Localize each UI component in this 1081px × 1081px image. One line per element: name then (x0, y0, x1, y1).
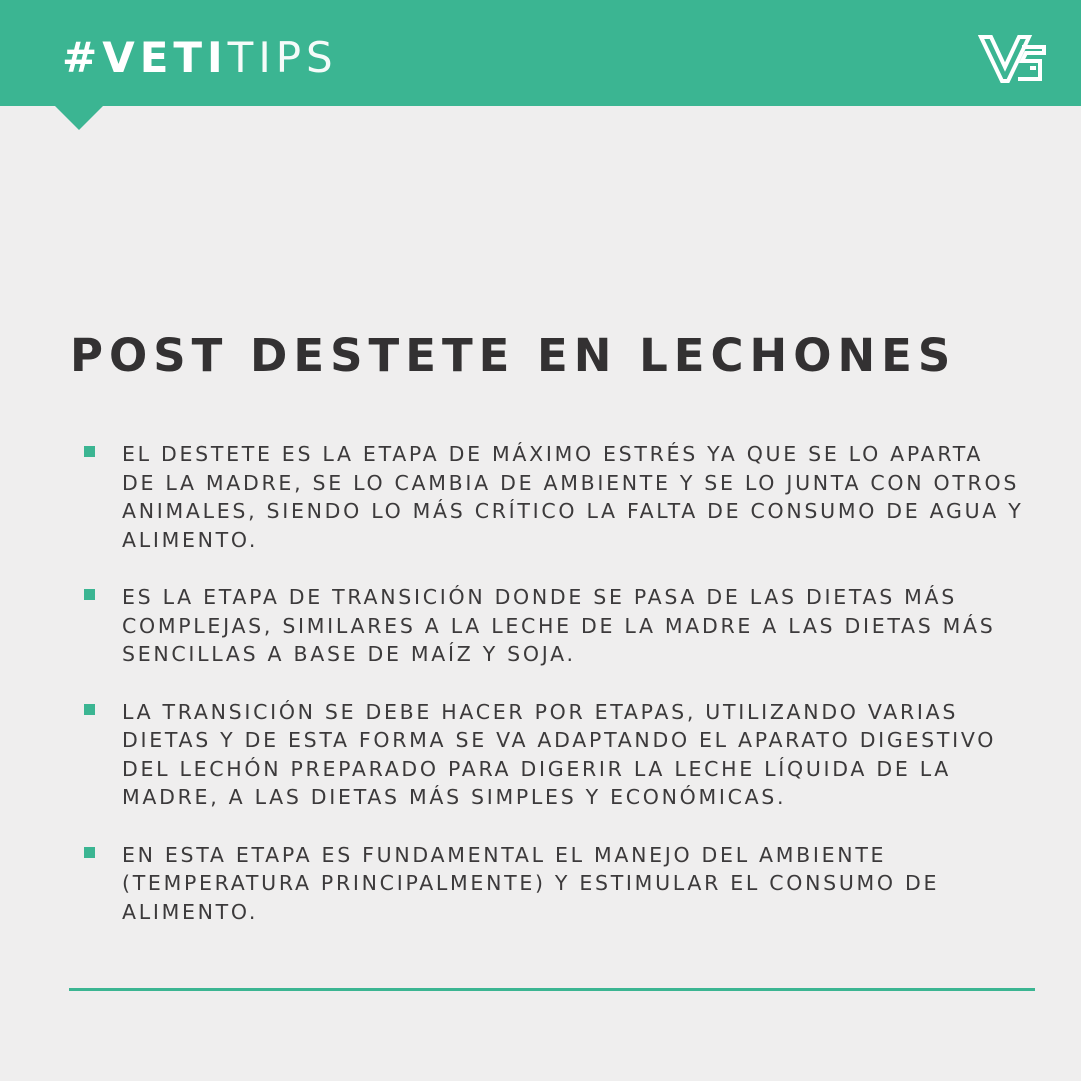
vg-logo-icon (978, 33, 1048, 85)
square-bullet-icon (84, 589, 95, 600)
square-bullet-icon (84, 847, 95, 858)
header-pointer (54, 105, 104, 130)
square-bullet-icon (84, 446, 95, 457)
list-item (84, 841, 1034, 927)
page-title: POST DESTETE EN LECHONES (70, 329, 957, 382)
square-bullet-icon (84, 704, 95, 715)
bullet-text: EN ESTA ETAPA ES FUNDAMENTAL EL MANEJO DEL AMBIENTE (TEMPERATURA PRINCIPALMENTE) Y ESTIMULAR EL CONSUMO DE ALIMENTO. (122, 842, 940, 924)
list-item (84, 698, 1034, 812)
bottom-divider (69, 988, 1035, 991)
bullet-text: ES LA ETAPA DE TRANSICIÓN DONDE SE PASA DE LAS DIETAS MÁS COMPLEJAS, SIMILARES A LA LECHE DE LA MADRE A LAS DIETAS MÁS SENCILLAS A BASE DE MAÍZ Y SOJA. (122, 585, 996, 666)
header-band (0, 0, 1081, 106)
hashtag-light: TIPS (227, 33, 338, 82)
bullet-text: EL DESTETE ES LA ETAPA DE MÁXIMO ESTRÉS YA QUE SE LO APARTA DE LA MADRE, SE LO CAMBIA DE AMBIENTE Y SE LO JUNTA CON OTROS ANIMALES, SIENDO LO MÁS CRÍTICO LA FALTA DE CONSUMO DE AGUA Y ALIMENTO. (122, 442, 1024, 552)
bullet-text: LA TRANSICIÓN SE DEBE HACER POR ETAPAS, UTILIZANDO VARIAS DIETAS Y DE ESTA FORMA SE VA ADAPTANDO EL APARATO DIGESTIVO DEL LECHÓN PREPARADO PARA DIGERIR LA LECHE LÍQUIDA DE LA MADRE, A LAS DIETAS MÁS SIMPLES Y ECONÓMICAS. (122, 699, 997, 809)
hashtag-title (62, 30, 338, 86)
list-item (84, 583, 1034, 669)
list-item (84, 440, 1034, 554)
bullet-list (84, 440, 1034, 955)
hashtag-bold: #VETI (62, 33, 228, 82)
